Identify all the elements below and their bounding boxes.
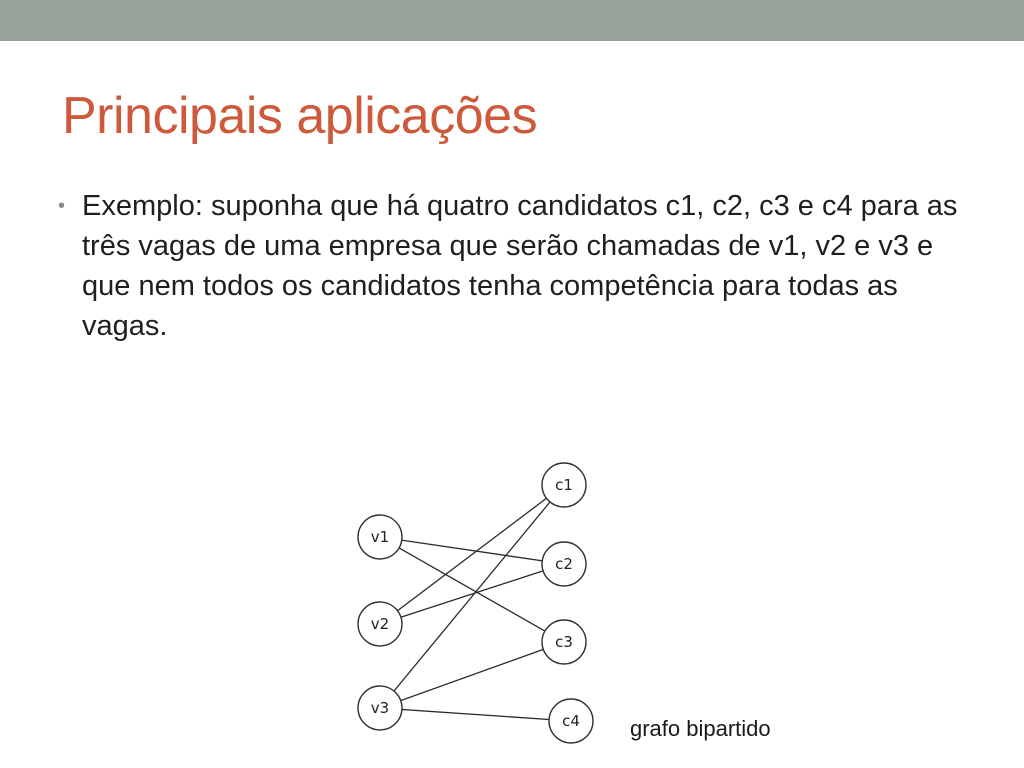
node-label: v2 — [370, 615, 390, 633]
node-v3 — [358, 686, 402, 730]
node-c3 — [542, 620, 586, 664]
bullet-text: Exemplo: suponha que há quatro candidatos c1, c2, c3 e c4 para as três vagas de uma empresa que serão chamadas de v1, v2 e v3 e que nem todos os candidatos tenha competência para todas as vagas. — [82, 190, 958, 342]
node-c2 — [542, 542, 586, 586]
node-v1 — [358, 515, 402, 559]
edge-v3-c4 — [380, 708, 571, 721]
node-label: c4 — [562, 712, 580, 730]
node-label: v1 — [370, 528, 390, 546]
graph-caption: grafo bipartido — [630, 716, 771, 741]
edge-v1-c2 — [380, 537, 564, 564]
bullet-dot-icon: • — [58, 195, 66, 217]
edge-v2-c2 — [380, 564, 564, 624]
edges-layer — [380, 485, 571, 721]
node-label: c2 — [555, 555, 573, 573]
slide-title: Principais aplicações — [62, 87, 538, 145]
edge-v1-c3 — [380, 537, 564, 642]
nodes-layer — [358, 463, 593, 743]
node-label: c3 — [555, 633, 573, 651]
node-v2 — [358, 602, 402, 646]
node-label: c1 — [555, 476, 573, 494]
edge-v2-c1 — [380, 485, 564, 624]
node-c1 — [542, 463, 586, 507]
node-c4 — [549, 699, 593, 743]
node-label: v3 — [370, 699, 390, 717]
